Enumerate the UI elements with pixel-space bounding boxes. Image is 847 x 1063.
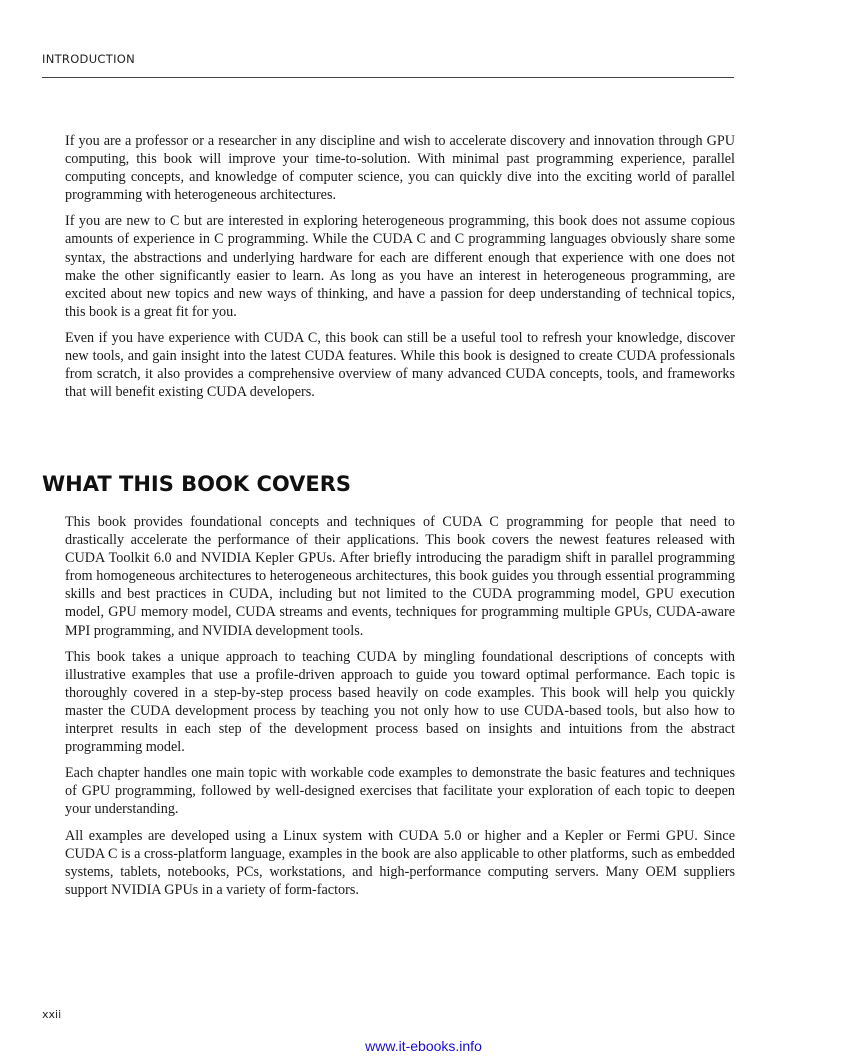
intro-paragraph-3: Even if you have experience with CUDA C, this book can still be a useful tool to refresh your knowledge, discover new tools, and gain insight into the latest CUDA features. While this book is designed to create CUDA professionals from scratch, it also provides a comprehensive overview of many advanced CUDA concepts, tools, and frameworks that will benefit existing CUDA developers. — [65, 329, 735, 401]
section-paragraph-4: All examples are developed using a Linux system with CUDA 5.0 or higher and a Kepler or Fermi GPU. Since CUDA C is a cross-platform language, examples in the book are also applicable to other platforms, such as embedded systems, tablets, notebooks, PCs, workstations, and high-performance computing servers. Many OEM suppliers support NVIDIA GPUs in a variety of form-factors. — [65, 827, 735, 898]
header-rule — [42, 77, 734, 78]
footer-link[interactable]: www.it-ebooks.info — [365, 1038, 482, 1054]
running-head: INTRODUCTION — [42, 52, 136, 66]
intro-body — [65, 132, 735, 409]
section-body — [65, 513, 735, 907]
section-heading: WHAT THIS BOOK COVERS — [42, 472, 352, 496]
page-number: xxii — [42, 1008, 62, 1021]
section-paragraph-1: This book provides foundational concepts and techniques of CUDA C programming for people that need to drastically accelerate the performance of their applications. This book covers the newest features released with CUDA Toolkit 6.0 and NVIDIA Kepler GPUs. After briefly introducing the paradigm shift in parallel programming from homogeneous architectures to heterogeneous architectures, this book guides you through essential programming skills and best practices in CUDA, including but not limited to the CUDA programming model, GPU execution model, GPU memory model, CUDA streams and events, techniques for programming multiple GPUs, CUDA-aware MPI programming, and NVIDIA development tools. — [65, 514, 735, 639]
intro-paragraph-1: If you are a professor or a researcher in any discipline and wish to accelerate discovery and innovation through GPU computing, this book will improve your time-to-solution. With minimal past programming experience, parallel computing concepts, and knowledge of computer science, you can quickly dive into the exciting world of parallel programming with heterogeneous architectures. — [65, 133, 735, 204]
intro-paragraph-2: If you are new to C but are interested in exploring heterogeneous programming, this book does not assume copious amounts of experience in C programming. While the CUDA C and C programming languages obviously share some syntax, the abstractions and underlying hardware for each are different enough that experience with one does not make the other significantly easier to learn. As long as you have an interest in heterogeneous programming, are excited about new topics and new ways of thinking, and have a passion for deep understanding of technical topics, this book is a great fit for you. — [65, 213, 735, 320]
section-paragraph-3: Each chapter handles one main topic with workable code examples to demonstrate the basic features and techniques of GPU programming, followed by well-designed exercises that facilitate your exploration of each topic to deepen your understanding. — [65, 765, 735, 818]
section-paragraph-2: This book takes a unique approach to teaching CUDA by mingling foundational descriptions of concepts with illustrative examples that use a profile-driven approach to guide you toward optimal performance. Each topic is thoroughly covered in a step-by-step process based heavily on code examples. This book will help you quickly master the CUDA development process by teaching you not only how to use CUDA-based tools, but also how to interpret results in each step of the development process based on insights and intuitions from the abstract programming model. — [65, 648, 735, 756]
